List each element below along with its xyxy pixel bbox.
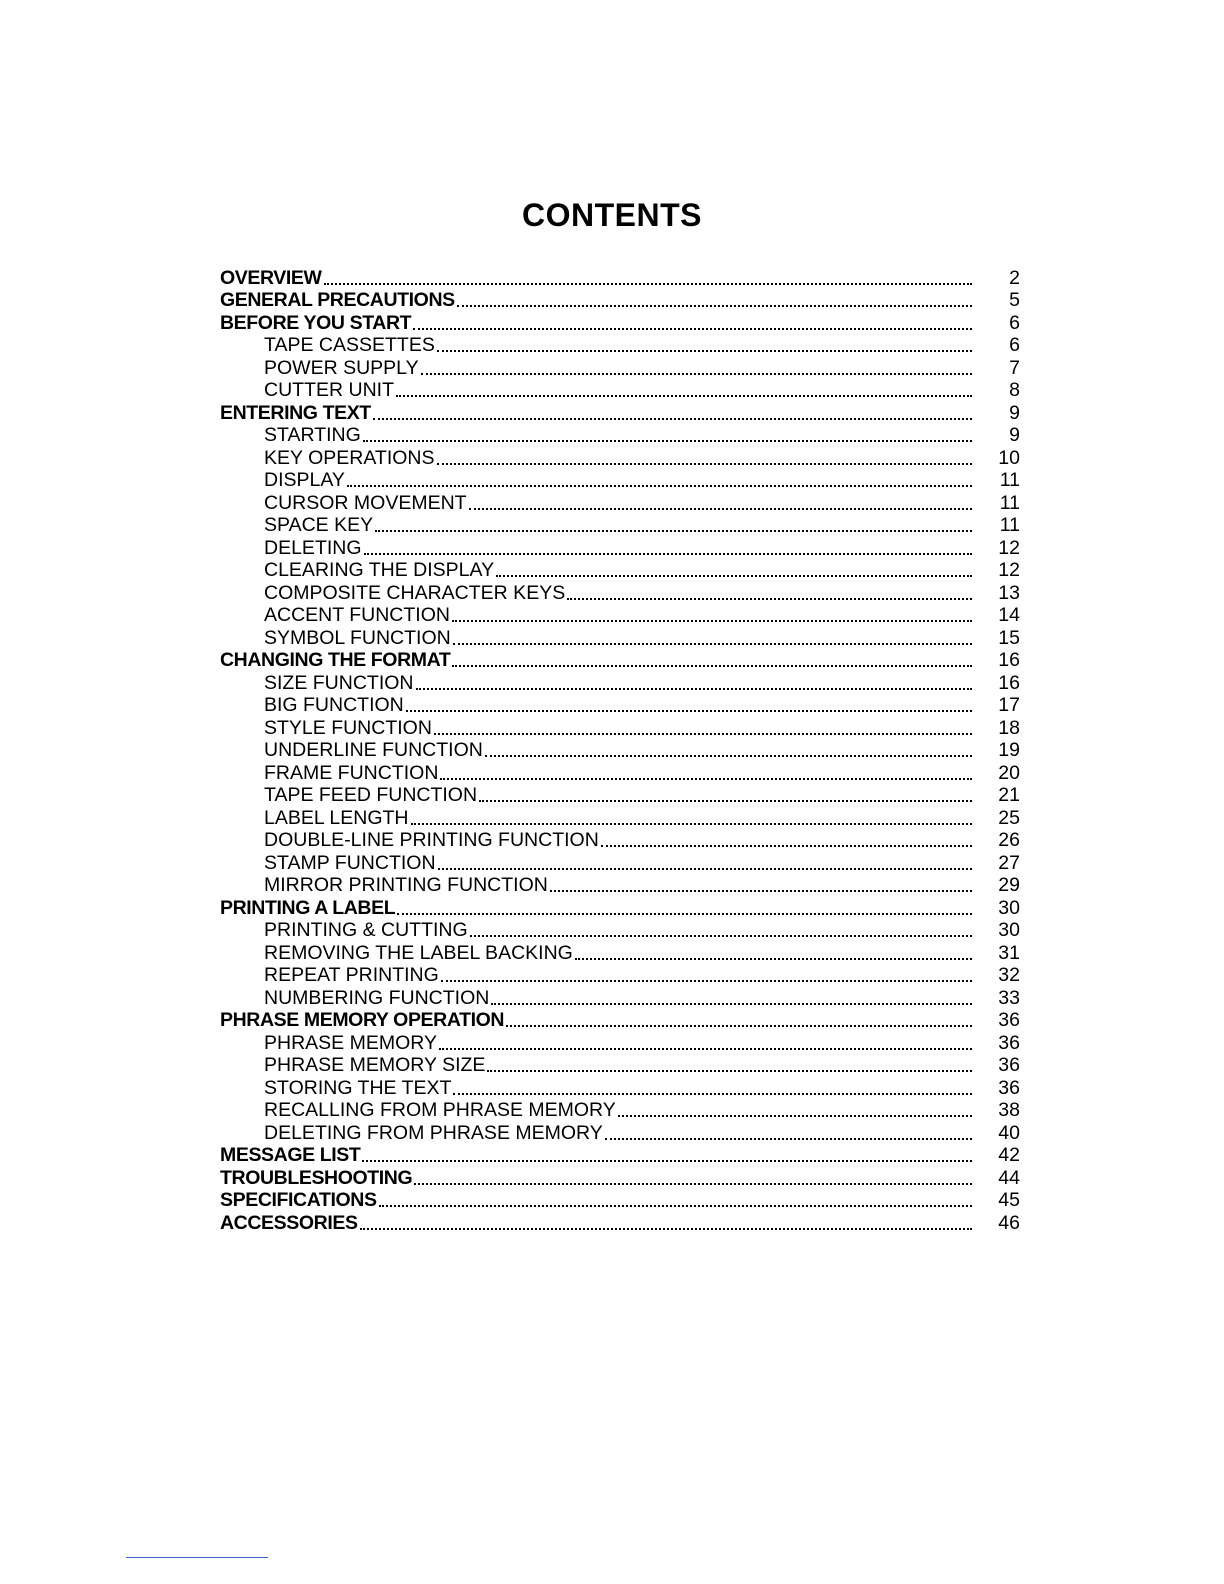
- toc-dot-leader: [550, 880, 972, 892]
- toc-page-number: 42: [998, 1144, 1020, 1166]
- toc-subsection: [220, 784, 1020, 807]
- toc-dot-leader: [453, 633, 972, 645]
- toc-dot-leader: [396, 385, 972, 397]
- toc-page-number: 36: [998, 1031, 1020, 1054]
- toc-section: [220, 1144, 1020, 1167]
- toc-dot-leader: [363, 430, 972, 442]
- toc-section: [220, 896, 1020, 919]
- toc-entry-label: SPECIFICATIONS: [220, 1189, 377, 1211]
- toc-dot-leader: [379, 1195, 972, 1207]
- toc-entry-label: DOUBLE-LINE PRINTING FUNCTION: [264, 829, 599, 851]
- toc-entry-label: PHRASE MEMORY: [264, 1031, 438, 1054]
- toc-page-number: 7: [1009, 356, 1020, 379]
- toc-entry-label: TAPE CASSETTES: [264, 334, 435, 356]
- toc-subsection: [220, 694, 1020, 717]
- toc-page-number: 44: [998, 1166, 1020, 1189]
- toc-page-number: 32: [998, 964, 1020, 986]
- toc-dot-leader: [324, 273, 972, 285]
- toc-entry-label: CLEARING THE DISPLAY: [264, 559, 495, 581]
- toc-section: [220, 1009, 1020, 1032]
- toc-subsection: [220, 761, 1020, 784]
- toc-subsection: [220, 334, 1020, 357]
- toc-subsection: [220, 986, 1020, 1009]
- toc-dot-leader: [452, 610, 972, 622]
- toc-entry-label: STARTING: [264, 424, 361, 446]
- toc-dot-leader: [440, 768, 972, 780]
- toc-dot-leader: [411, 813, 973, 825]
- toc-dot-leader: [469, 498, 972, 510]
- toc-dot-leader: [421, 363, 972, 375]
- toc-entry-label: ENTERING TEXT: [220, 401, 371, 424]
- toc-page-number: 12: [998, 536, 1020, 559]
- toc-entry-label: PRINTING & CUTTING: [264, 919, 468, 941]
- toc-page-number: 20: [998, 761, 1020, 784]
- toc-entry-label: ACCESSORIES: [220, 1211, 358, 1234]
- toc-dot-leader: [416, 678, 973, 690]
- toc-page-number: 17: [998, 694, 1020, 716]
- toc-entry-label: CUTTER UNIT: [264, 379, 394, 401]
- toc-subsection: [220, 874, 1020, 897]
- toc-subsection: [220, 941, 1020, 964]
- toc-subsection: [220, 964, 1020, 987]
- toc-dot-leader: [414, 1173, 972, 1185]
- toc-page-number: 26: [998, 829, 1020, 851]
- toc-subsection: [220, 829, 1020, 852]
- toc-entry-label: POWER SUPPLY: [264, 356, 419, 379]
- toc-page-number: 25: [998, 806, 1020, 829]
- toc-subsection: [220, 1099, 1020, 1122]
- footer-rule: [126, 1557, 268, 1558]
- toc-dot-leader: [605, 1128, 972, 1140]
- toc-page-number: 10: [998, 446, 1020, 469]
- toc-entry-label: ACCENT FUNCTION: [264, 604, 450, 626]
- toc-dot-leader: [439, 1038, 972, 1050]
- toc-section: [220, 1211, 1020, 1234]
- toc-page-number: 46: [998, 1211, 1020, 1234]
- toc-dot-leader: [618, 1105, 972, 1117]
- toc-subsection: [220, 424, 1020, 447]
- toc-subsection: [220, 716, 1020, 739]
- toc-entry-label: KEY OPERATIONS: [264, 446, 435, 469]
- toc-page-number: 6: [1009, 311, 1020, 334]
- toc-subsection: [220, 1054, 1020, 1077]
- toc-entry-label: FRAME FUNCTION: [264, 761, 439, 784]
- toc-dot-leader: [601, 835, 972, 847]
- toc-subsection: [220, 536, 1020, 559]
- toc-subsection: [220, 559, 1020, 582]
- toc-dot-leader: [453, 1083, 972, 1095]
- toc-section: [220, 401, 1020, 424]
- toc-entry-label: UNDERLINE FUNCTION: [264, 739, 483, 761]
- toc-dot-leader: [567, 588, 972, 600]
- toc-entry-label: STAMP FUNCTION: [264, 851, 436, 874]
- toc-entry-label: CHANGING THE FORMAT: [220, 649, 451, 671]
- toc-page-number: 5: [1009, 289, 1020, 311]
- toc-page-number: 19: [998, 739, 1020, 761]
- toc-section: [220, 266, 1020, 289]
- toc-entry-label: COMPOSITE CHARACTER KEYS: [264, 581, 566, 604]
- toc-page-number: 29: [998, 874, 1020, 896]
- toc-page-number: 38: [998, 1099, 1020, 1121]
- toc-page-number: 21: [998, 784, 1020, 806]
- toc-entry-label: REPEAT PRINTING: [264, 964, 439, 986]
- toc-dot-leader: [441, 970, 972, 982]
- toc-page-number: 14: [998, 604, 1020, 626]
- toc-dot-leader: [397, 903, 972, 915]
- toc-dot-leader: [360, 1218, 972, 1230]
- toc-entry-label: STYLE FUNCTION: [264, 716, 432, 739]
- toc-section: [220, 311, 1020, 334]
- toc-subsection: [220, 356, 1020, 379]
- toc-subsection: [220, 469, 1020, 492]
- toc-dot-leader: [434, 723, 972, 735]
- toc-dot-leader: [437, 340, 972, 352]
- toc-entry-label: PHRASE MEMORY SIZE: [264, 1054, 486, 1076]
- toc-entry-label: NUMBERING FUNCTION: [264, 986, 490, 1009]
- toc-section: [220, 289, 1020, 312]
- toc-dot-leader: [373, 408, 972, 420]
- toc-dot-leader: [487, 1060, 972, 1072]
- toc-dot-leader: [437, 453, 973, 465]
- toc-dot-leader: [485, 745, 972, 757]
- toc-page-number: 36: [998, 1054, 1020, 1076]
- page-title: CONTENTS: [522, 197, 702, 234]
- toc-subsection: [220, 1076, 1020, 1099]
- toc-dot-leader: [457, 295, 972, 307]
- toc-page-number: 13: [998, 581, 1020, 604]
- toc-dot-leader: [506, 1015, 972, 1027]
- toc-subsection: [220, 514, 1020, 537]
- toc-dot-leader: [413, 318, 972, 330]
- toc-entry-label: SPACE KEY: [264, 514, 374, 536]
- toc-dot-leader: [347, 475, 972, 487]
- toc-subsection: [220, 1031, 1020, 1054]
- toc-page-number: 27: [998, 851, 1020, 874]
- toc-dot-leader: [375, 520, 972, 532]
- toc-page-number: 45: [998, 1189, 1020, 1211]
- toc-dot-leader: [364, 543, 972, 555]
- toc-page-number: 18: [998, 716, 1020, 739]
- toc-section: [220, 1189, 1020, 1212]
- toc-dot-leader: [491, 993, 972, 1005]
- toc-subsection: [220, 919, 1020, 942]
- toc-subsection: [220, 379, 1020, 402]
- toc-page-number: 31: [998, 941, 1020, 964]
- toc-subsection: [220, 491, 1020, 514]
- toc-entry-label: SIZE FUNCTION: [264, 671, 414, 694]
- toc-entry-label: GENERAL PRECAUTIONS: [220, 289, 455, 311]
- toc-entry-label: CURSOR MOVEMENT: [264, 491, 467, 514]
- toc-entry-label: BIG FUNCTION: [264, 694, 404, 716]
- toc-dot-leader: [406, 700, 972, 712]
- toc-page-number: 36: [998, 1076, 1020, 1099]
- toc-entry-label: MIRROR PRINTING FUNCTION: [264, 874, 548, 896]
- toc-subsection: [220, 604, 1020, 627]
- toc-page-number: 11: [999, 491, 1020, 514]
- toc-dot-leader: [496, 565, 972, 577]
- toc-page-number: 12: [998, 559, 1020, 581]
- toc-entry-label: DELETING: [264, 536, 362, 559]
- toc-page-number: 16: [998, 649, 1020, 671]
- table-of-contents: [220, 266, 1020, 1234]
- toc-page-number: 9: [1009, 424, 1020, 446]
- toc-entry-label: SYMBOL FUNCTION: [264, 626, 451, 649]
- toc-subsection: [220, 739, 1020, 762]
- toc-subsection: [220, 626, 1020, 649]
- toc-section: [220, 1166, 1020, 1189]
- toc-entry-label: BEFORE YOU START: [220, 311, 412, 334]
- toc-subsection: [220, 1121, 1020, 1144]
- toc-page-number: 6: [1009, 334, 1020, 356]
- toc-page-number: 15: [998, 626, 1020, 649]
- toc-dot-leader: [575, 948, 972, 960]
- toc-dot-leader: [479, 790, 972, 802]
- toc-section: [220, 649, 1020, 672]
- toc-page-number: 40: [998, 1121, 1020, 1144]
- toc-entry-label: STORING THE TEXT: [264, 1076, 452, 1099]
- toc-entry-label: MESSAGE LIST: [220, 1144, 361, 1166]
- toc-page-number: 2: [1009, 266, 1020, 289]
- toc-subsection: [220, 446, 1020, 469]
- toc-entry-label: TAPE FEED FUNCTION: [264, 784, 478, 806]
- toc-entry-label: REMOVING THE LABEL BACKING: [264, 941, 573, 964]
- toc-entry-label: PRINTING A LABEL: [220, 896, 396, 919]
- toc-dot-leader: [362, 1150, 972, 1162]
- toc-subsection: [220, 671, 1020, 694]
- toc-page-number: 9: [1009, 401, 1020, 424]
- toc-entry-label: LABEL LENGTH: [264, 806, 409, 829]
- toc-subsection: [220, 806, 1020, 829]
- toc-page-number: 30: [998, 919, 1020, 941]
- toc-dot-leader: [452, 655, 972, 667]
- toc-entry-label: OVERVIEW: [220, 266, 322, 289]
- toc-entry-label: RECALLING FROM PHRASE MEMORY: [264, 1099, 616, 1121]
- toc-entry-label: TROUBLESHOOTING: [220, 1166, 413, 1189]
- toc-page-number: 36: [998, 1009, 1020, 1031]
- toc-entry-label: DELETING FROM PHRASE MEMORY: [264, 1121, 603, 1144]
- toc-entry-label: PHRASE MEMORY OPERATION: [220, 1009, 505, 1031]
- toc-dot-leader: [438, 858, 972, 870]
- toc-entry-label: DISPLAY: [264, 469, 345, 491]
- toc-subsection: [220, 581, 1020, 604]
- toc-page-number: 11: [999, 469, 1020, 491]
- toc-page-number: 33: [998, 986, 1020, 1009]
- toc-page-number: 11: [999, 514, 1020, 536]
- toc-page-number: 16: [998, 671, 1020, 694]
- toc-page-number: 8: [1009, 379, 1020, 401]
- toc-page-number: 30: [998, 896, 1020, 919]
- toc-subsection: [220, 851, 1020, 874]
- toc-dot-leader: [470, 925, 972, 937]
